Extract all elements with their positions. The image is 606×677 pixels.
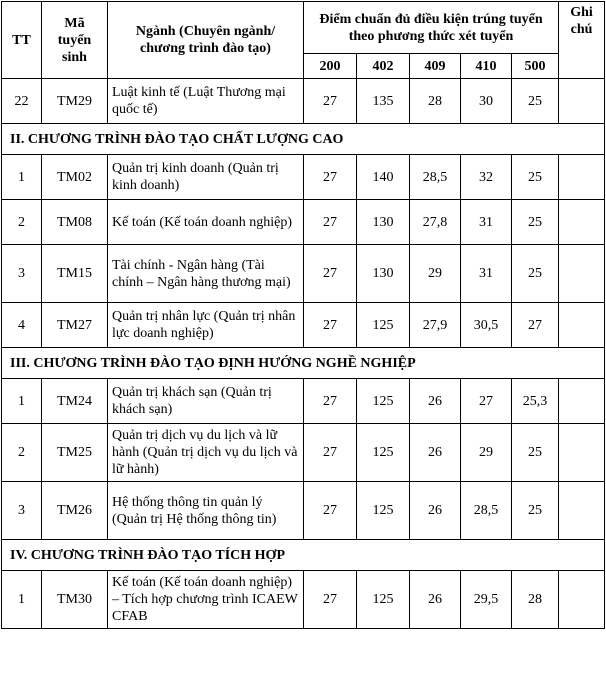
row-score-500: 25 <box>512 79 559 124</box>
table-row <box>2 155 605 200</box>
row-major: Hệ thống thông tin quản lý (Quản trị Hệ thống thông tin) <box>108 482 304 540</box>
row-score-409: 27,8 <box>410 200 461 245</box>
row-score-409: 29 <box>410 245 461 303</box>
row-score-409: 26 <box>410 424 461 482</box>
table-row <box>2 79 605 124</box>
row-major: Quản trị kinh doanh (Quản trị kinh doanh) <box>108 155 304 200</box>
table-row <box>2 424 605 482</box>
row-score-402: 140 <box>357 155 410 200</box>
table-row <box>2 200 605 245</box>
header-score-group: Điểm chuẩn đủ điều kiện trúng tuyển theo phương thức xét tuyển <box>304 2 559 54</box>
row-score-500: 28 <box>512 571 559 629</box>
row-major: Quản trị dịch vụ du lịch và lữ hành (Quản trị dịch vụ du lịch và lữ hành) <box>108 424 304 482</box>
row-note <box>559 200 605 245</box>
row-major: Kế toán (Kế toán doanh nghiệp) – Tích hợp chương trình ICAEW CFAB <box>108 571 304 629</box>
row-score-402: 135 <box>357 79 410 124</box>
row-score-500: 27 <box>512 303 559 348</box>
row-code: TM26 <box>42 482 108 540</box>
row-tt: 1 <box>2 155 42 200</box>
row-major: Quản trị nhân lực (Quản trị nhân lực doanh nghiệp) <box>108 303 304 348</box>
row-note <box>559 245 605 303</box>
section-row <box>2 124 605 155</box>
header-method-410: 410 <box>461 54 512 79</box>
header-note: Ghi chú <box>559 2 605 79</box>
row-score-200: 27 <box>304 155 357 200</box>
header-method-500: 500 <box>512 54 559 79</box>
row-score-410: 31 <box>461 245 512 303</box>
row-tt: 2 <box>2 424 42 482</box>
row-code: TM24 <box>42 379 108 424</box>
row-code: TM02 <box>42 155 108 200</box>
row-code: TM08 <box>42 200 108 245</box>
table-row <box>2 379 605 424</box>
row-score-402: 125 <box>357 379 410 424</box>
section-row <box>2 540 605 571</box>
row-tt: 1 <box>2 379 42 424</box>
row-note <box>559 303 605 348</box>
row-score-409: 26 <box>410 482 461 540</box>
row-tt: 1 <box>2 571 42 629</box>
row-score-402: 125 <box>357 424 410 482</box>
row-score-410: 27 <box>461 379 512 424</box>
row-score-410: 31 <box>461 200 512 245</box>
row-note <box>559 571 605 629</box>
header-major: Ngành (Chuyên ngành/ chương trình đào tạo) <box>108 2 304 79</box>
row-code: TM27 <box>42 303 108 348</box>
row-score-200: 27 <box>304 482 357 540</box>
row-code: TM15 <box>42 245 108 303</box>
row-major: Tài chính - Ngân hàng (Tài chính – Ngân hàng thương mại) <box>108 245 304 303</box>
row-score-410: 32 <box>461 155 512 200</box>
row-code: TM29 <box>42 79 108 124</box>
row-note <box>559 379 605 424</box>
row-score-402: 125 <box>357 303 410 348</box>
row-score-409: 26 <box>410 571 461 629</box>
row-score-500: 25 <box>512 155 559 200</box>
header-method-402: 402 <box>357 54 410 79</box>
row-code: TM30 <box>42 571 108 629</box>
row-tt: 22 <box>2 79 42 124</box>
row-score-410: 28,5 <box>461 482 512 540</box>
row-score-409: 28 <box>410 79 461 124</box>
row-score-402: 125 <box>357 571 410 629</box>
section-title: II. CHƯƠNG TRÌNH ĐÀO TẠO CHẤT LƯỢNG CAO <box>2 124 605 155</box>
row-score-500: 25 <box>512 482 559 540</box>
row-score-410: 29,5 <box>461 571 512 629</box>
row-tt: 3 <box>2 245 42 303</box>
row-score-200: 27 <box>304 303 357 348</box>
row-note <box>559 482 605 540</box>
header-method-200: 200 <box>304 54 357 79</box>
row-score-409: 28,5 <box>410 155 461 200</box>
row-note <box>559 155 605 200</box>
row-note <box>559 79 605 124</box>
row-score-500: 25 <box>512 245 559 303</box>
row-score-409: 27,9 <box>410 303 461 348</box>
table-row <box>2 303 605 348</box>
row-score-410: 29 <box>461 424 512 482</box>
row-score-200: 27 <box>304 200 357 245</box>
row-score-200: 27 <box>304 571 357 629</box>
row-tt: 2 <box>2 200 42 245</box>
row-tt: 3 <box>2 482 42 540</box>
table-row <box>2 245 605 303</box>
row-score-200: 27 <box>304 424 357 482</box>
section-title: III. CHƯƠNG TRÌNH ĐÀO TẠO ĐỊNH HƯỚNG NGHỀ NGHIỆP <box>2 348 605 379</box>
row-major: Kế toán (Kế toán doanh nghiệp) <box>108 200 304 245</box>
table-row <box>2 571 605 629</box>
header-tt: TT <box>2 2 42 79</box>
row-score-500: 25 <box>512 424 559 482</box>
row-score-200: 27 <box>304 79 357 124</box>
row-major: Luật kinh tế (Luật Thương mại quốc tế) <box>108 79 304 124</box>
header-code: Mã tuyển sinh <box>42 2 108 79</box>
row-score-200: 27 <box>304 245 357 303</box>
row-score-500: 25 <box>512 200 559 245</box>
row-note <box>559 424 605 482</box>
row-tt: 4 <box>2 303 42 348</box>
section-title: IV. CHƯƠNG TRÌNH ĐÀO TẠO TÍCH HỢP <box>2 540 605 571</box>
row-score-200: 27 <box>304 379 357 424</box>
row-code: TM25 <box>42 424 108 482</box>
row-score-500: 25,3 <box>512 379 559 424</box>
header-method-409: 409 <box>410 54 461 79</box>
row-score-409: 26 <box>410 379 461 424</box>
table-row <box>2 482 605 540</box>
row-score-410: 30 <box>461 79 512 124</box>
row-score-402: 125 <box>357 482 410 540</box>
section-row <box>2 348 605 379</box>
row-score-402: 130 <box>357 245 410 303</box>
admission-score-table <box>1 1 605 629</box>
row-score-410: 30,5 <box>461 303 512 348</box>
row-major: Quản trị khách sạn (Quản trị khách sạn) <box>108 379 304 424</box>
row-score-402: 130 <box>357 200 410 245</box>
